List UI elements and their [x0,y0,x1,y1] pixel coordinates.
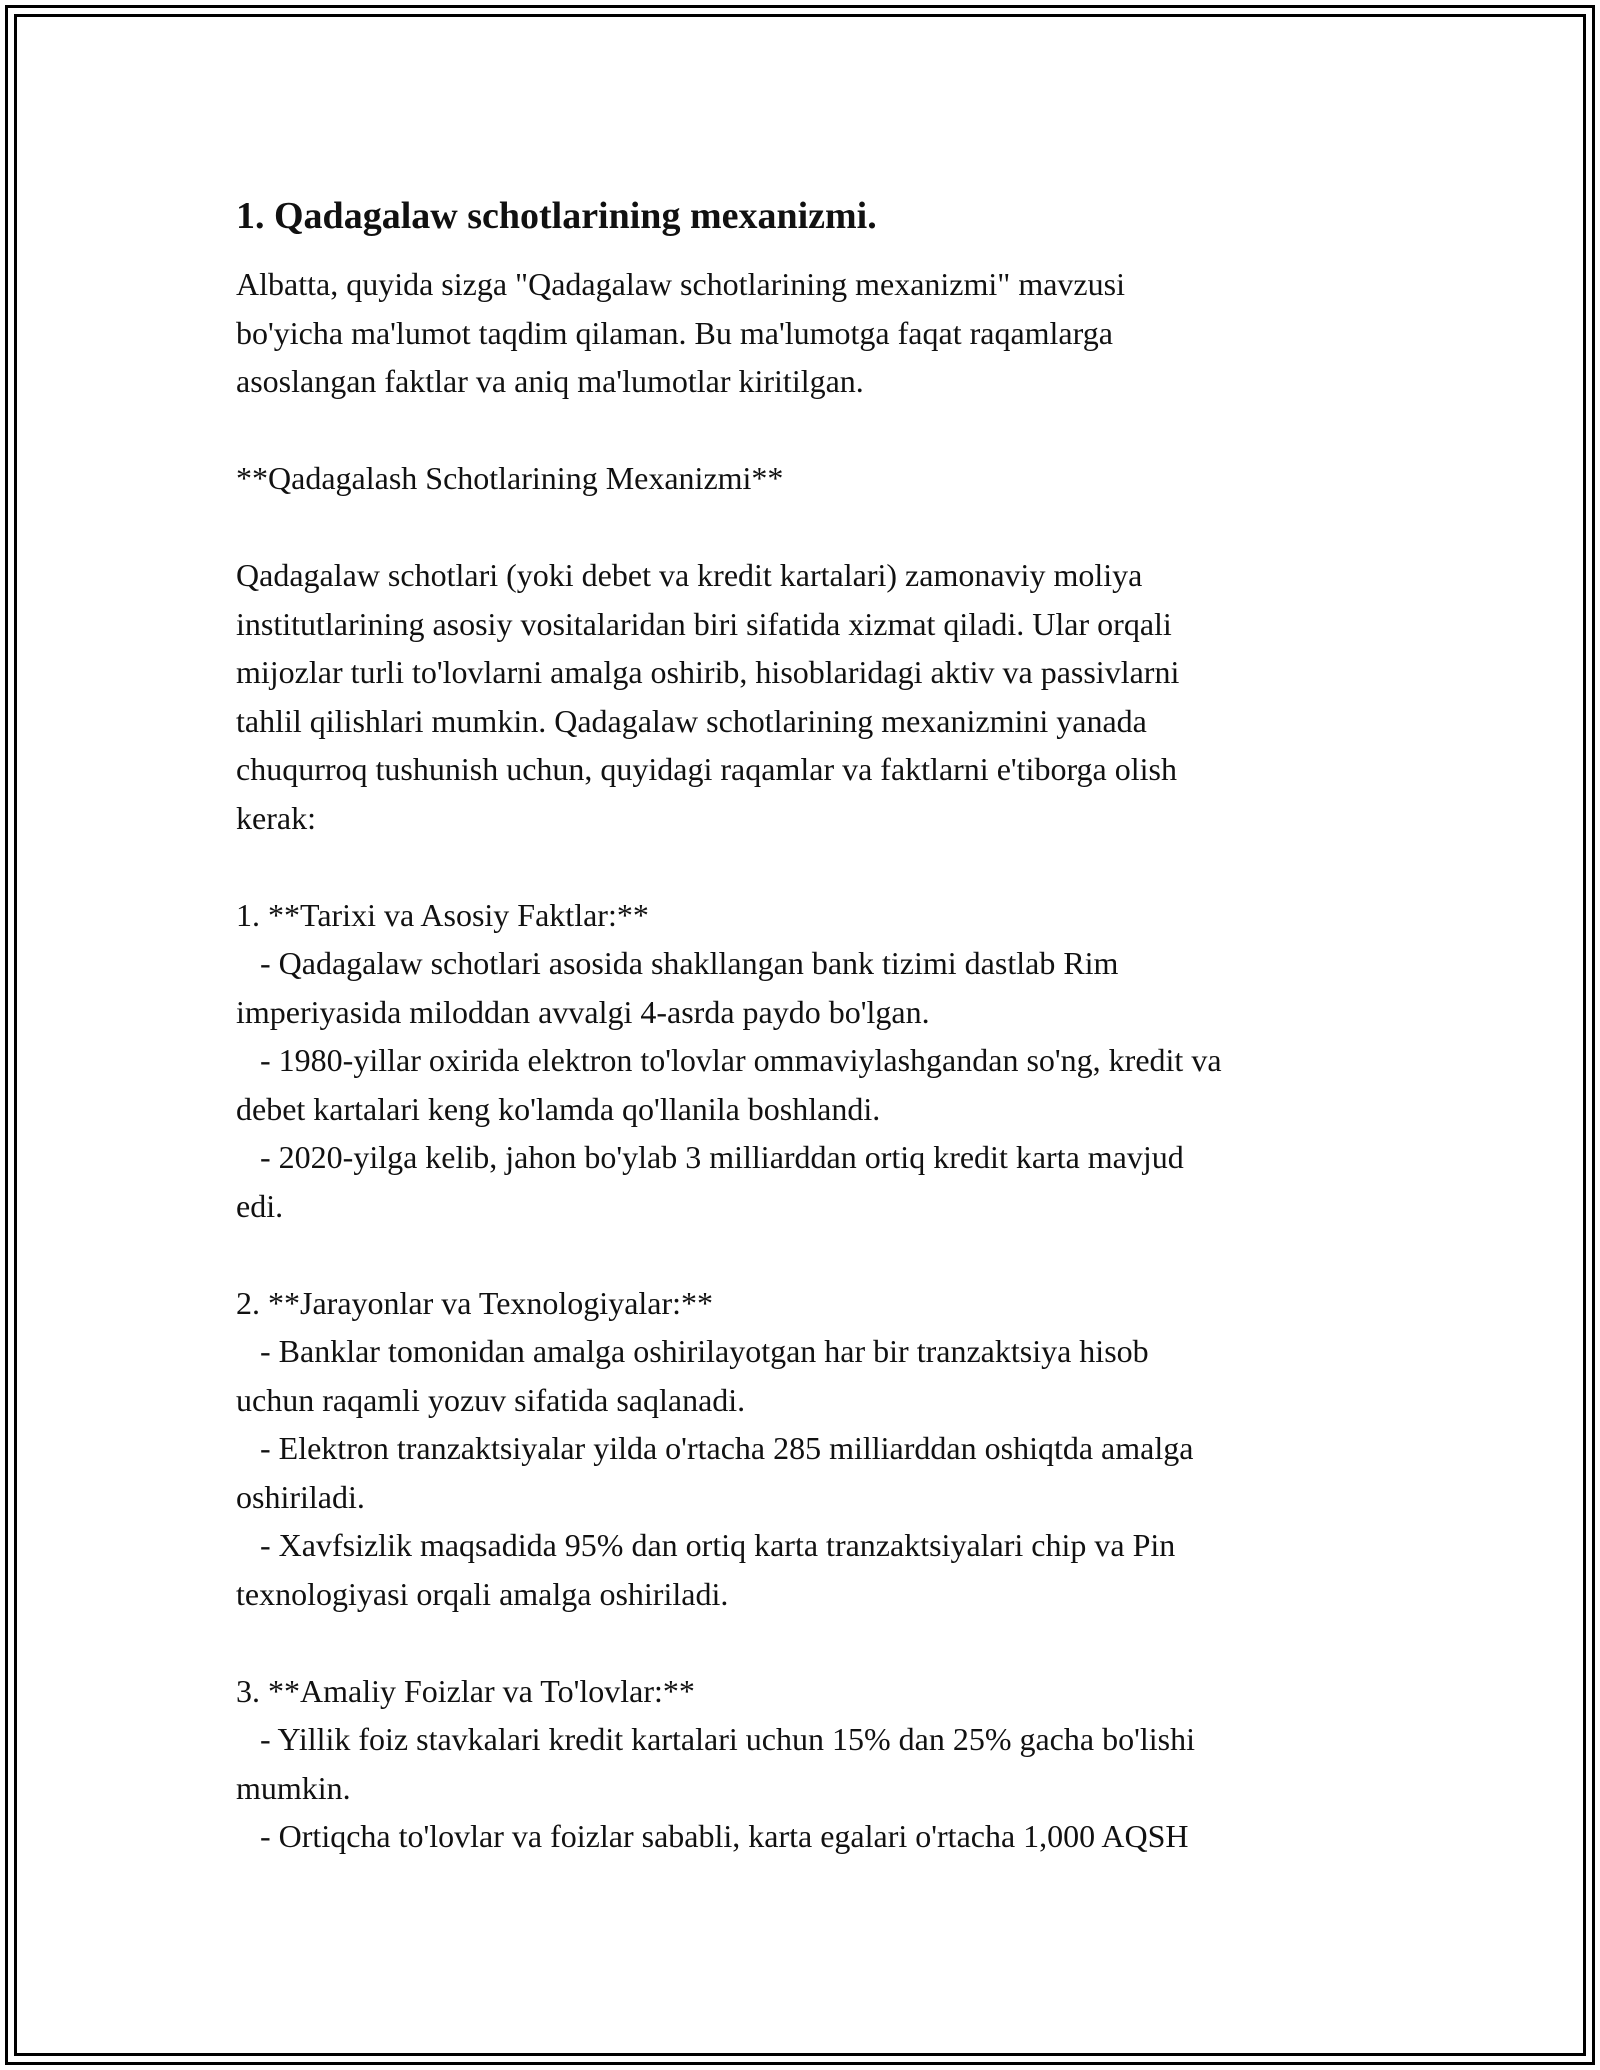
paragraph-gap [236,1230,1396,1279]
section-heading: **Qadagalash Schotlarining Mexanizmi** [236,460,784,496]
document-title: 1. Qadagalaw schotlarining mexanizmi. [236,195,877,237]
paragraph-gap [236,842,1396,891]
intro-paragraph: Albatta, quyida sizga "Qadagalaw schotlarining mexanizmi" mavzusi bo'yicha ma'lumot taqdim qilaman. Bu ma'lumotga faqat raqamlarga asoslangan faktlar va aniq ma'lumotlar kiritilgan. [236,266,1125,399]
document-body [236,186,1396,1861]
paragraph-gap [236,1618,1396,1667]
list-section-processes: 2. **Jarayonlar va Texnologiyalar:** - Banklar tomonidan amalga oshirilayotgan har bir tranzaktsiya hisob uchun raqamli yozuv sifatida saqlanadi. - Elektron tranzaktsiyalar yilda o'rtacha 285 milliarddan oshiqtda amalga oshiriladi. - Xavfsizlik maqsadida 95% dan ortiq karta tranzaktsiyalari chip va Pin texnologiyasi orqali amalga oshiriladi. [236,1284,1194,1612]
list-section-interest: 3. **Amaliy Foizlar va To'lovlar:** - Yillik foiz stavkalari kredit kartalari uchun 15% dan 25% gacha bo'lishi mumkin. - Ortiqcha to'lovlar va foizlar sababli, karta egalari o'rtacha 1,000 AQSH [236,1672,1195,1854]
paragraph-gap [236,406,1396,455]
paragraph-gap [236,503,1396,552]
list-section-history: 1. **Tarixi va Asosiy Faktlar:** - Qadagalaw schotlari asosida shakllangan bank tizimi dastlab Rim imperiyasida miloddan avvalgi 4-asrda paydo bo'lgan. - 1980-yillar oxirida elektron to'lovlar ommaviylashgandan so'ng, kredit va debet kartalari keng ko'lamda qo'llanila boshlandi. - 2020-yilga kelib, jahon bo'ylab 3 milliarddan ortiq kredit karta mavjud edi. [236,896,1222,1224]
overview-paragraph: Qadagalaw schotlari (yoki debet va kredit kartalari) zamonaviy moliya institutlarining asosiy vositalaridan biri sifatida xizmat qiladi. Ular orqali mijozlar turli to'lovlarni amalga oshirib, hisoblaridagi aktiv va passivlarni tahlil qilishlari mumkin. Qadagalaw schotlarining mexanizmini yanada chuqurroq tushunish uchun, quyidagi raqamlar va faktlarni e'tiborga olish kerak: [236,557,1180,836]
